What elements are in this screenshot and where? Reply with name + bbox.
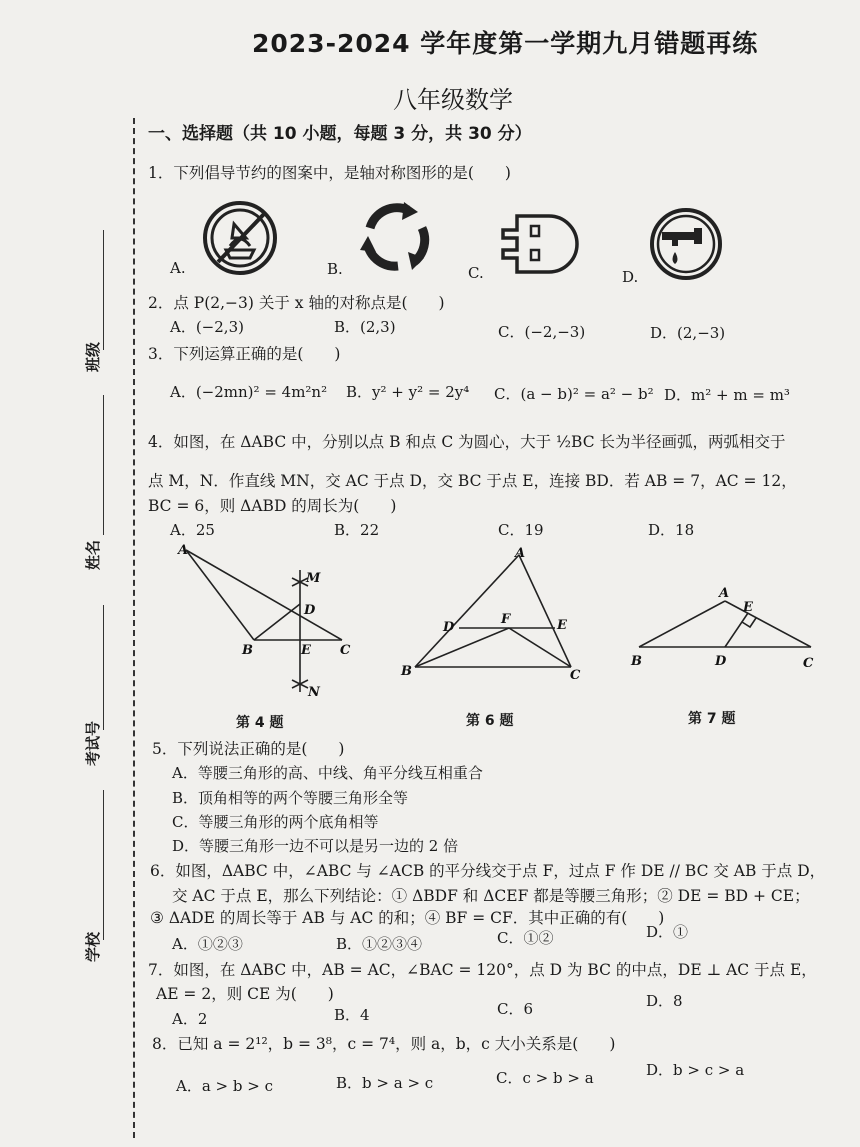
recycle-arrows-icon bbox=[356, 198, 436, 278]
name-label: 姓名 bbox=[84, 539, 102, 570]
fig4-label-m: M bbox=[306, 571, 321, 586]
fig7-label-a: A bbox=[719, 586, 730, 601]
q5-option-d: D．等腰三角形一边不可以是另一边的 2 倍 bbox=[172, 837, 459, 855]
fig7-label-b: B bbox=[631, 654, 642, 669]
q4-option-c: C．19 bbox=[498, 521, 544, 539]
figure-6-caption: 第 6 题 bbox=[466, 713, 514, 729]
question-7-line-2: AE = 2，则 CE 为( ) bbox=[156, 985, 334, 1003]
figure-7-caption: 第 7 题 bbox=[688, 711, 736, 727]
exam-no-blank bbox=[103, 605, 104, 730]
q3-option-b: B．y² + y² = 2y⁴ bbox=[346, 383, 470, 401]
q4-option-b: B．22 bbox=[334, 521, 380, 539]
exam-title: 2023-2024 学年度第一学期九月错题再练 bbox=[252, 29, 759, 58]
q5-option-a: A．等腰三角形的高、中线、角平分线互相重合 bbox=[172, 764, 483, 782]
q6-option-b: B．①②③④ bbox=[336, 935, 423, 953]
figure-6 bbox=[395, 545, 585, 685]
fig4-label-e: E bbox=[301, 643, 311, 658]
fig7-label-e: E bbox=[743, 600, 753, 615]
question-4-line-1: 4．如图，在 ΔABC 中，分别以点 B 和点 C 为圆心，大于 ½BC 长为半径画弧，两弧相交于 bbox=[148, 433, 786, 451]
figure-4 bbox=[170, 540, 370, 710]
fig6-label-b: B bbox=[401, 664, 412, 679]
q2-option-a: A．(−2,3) bbox=[170, 318, 244, 336]
school-label: 学校 bbox=[84, 931, 102, 962]
question-1: 1．下列倡导节约的图案中，是轴对称图形的是( ) bbox=[148, 164, 511, 182]
q1-option-d: D. bbox=[622, 268, 639, 286]
q2-option-d: D．(2,−3) bbox=[650, 324, 726, 342]
question-5: 5．下列说法正确的是( ) bbox=[152, 740, 345, 758]
question-4-line-3: BC = 6，则 ΔABD 的周长为( ) bbox=[148, 497, 397, 515]
class-blank bbox=[103, 230, 104, 350]
question-6-line-3: ③ ΔADE 的周长等于 AB 与 AC 的和；④ BF = CF．其中正确的有( ) bbox=[150, 909, 665, 927]
exam-no-label: 考试号 bbox=[84, 720, 102, 766]
question-6-line-1: 6．如图，ΔABC 中，∠ABC 与 ∠ACB 的平分线交于点 F，过点 F 作 DE // BC 交 AB 于点 D， bbox=[150, 862, 826, 880]
fig6-label-f: F bbox=[501, 612, 511, 627]
q8-option-c: C．c > b > a bbox=[496, 1069, 594, 1087]
q4-option-a: A．25 bbox=[170, 521, 215, 539]
q7-option-b: B．4 bbox=[334, 1006, 370, 1024]
section-heading: 一、选择题（共 10 小题，每题 3 分，共 30 分） bbox=[148, 124, 532, 144]
q6-option-a: A．①②③ bbox=[172, 935, 243, 953]
name-blank bbox=[103, 395, 104, 535]
fig6-label-d: D bbox=[443, 620, 455, 635]
q6-option-d: D．① bbox=[646, 923, 689, 941]
fig6-label-a: A bbox=[515, 546, 526, 561]
question-8: 8．已知 a = 2¹²，b = 3⁸，c = 7⁴，则 a，b，c 大小关系是( ) bbox=[152, 1035, 616, 1053]
fig6-label-c: C bbox=[570, 668, 581, 683]
q2-option-c: C．(−2,−3) bbox=[498, 323, 586, 341]
fig7-label-c: C bbox=[803, 656, 814, 671]
q3-option-a: A．(−2mn)² = 4m²n² bbox=[170, 383, 328, 401]
fig4-label-d: D bbox=[304, 603, 316, 618]
fig4-label-a: A bbox=[178, 543, 189, 558]
q5-option-b: B．顶角相等的两个等腰三角形全等 bbox=[172, 789, 409, 807]
saving-emblem-a-icon bbox=[200, 198, 280, 278]
exam-subtitle: 八年级数学 bbox=[393, 86, 513, 114]
fig4-label-b: B bbox=[242, 643, 253, 658]
q4-option-d: D．18 bbox=[648, 521, 695, 539]
question-7-line-1: 7．如图，在 ΔABC 中，AB = AC，∠BAC = 120°，点 D 为 BC 的中点，DE ⊥ AC 于点 E， bbox=[148, 961, 817, 979]
q3-option-d: D．m² + m = m³ bbox=[664, 386, 790, 404]
q7-option-d: D．8 bbox=[646, 992, 683, 1010]
q2-option-b: B．(2,3) bbox=[334, 318, 396, 336]
q6-option-c: C．①② bbox=[497, 929, 554, 947]
class-label: 班级 bbox=[84, 341, 102, 372]
question-6-line-2: 交 AC 于点 E，那么下列结论：① ΔBDF 和 ΔCEF 都是等腰三角形；② DE = BD + CE； bbox=[172, 887, 810, 905]
q5-option-c: C．等腰三角形的两个底角相等 bbox=[172, 813, 379, 831]
question-2: 2．点 P(2,−3) 关于 x 轴的对称点是( ) bbox=[148, 294, 445, 312]
fig4-label-n: N bbox=[308, 685, 320, 700]
figure-7 bbox=[625, 585, 825, 675]
power-plug-icon bbox=[495, 210, 585, 278]
q1-option-a: A. bbox=[170, 259, 186, 277]
question-3: 3．下列运算正确的是( ) bbox=[148, 345, 341, 363]
q3-option-c: C．(a − b)² = a² − b² bbox=[494, 385, 654, 403]
figure-4-caption: 第 4 题 bbox=[236, 715, 284, 731]
school-blank bbox=[103, 790, 104, 940]
binding-line bbox=[133, 118, 135, 1138]
q8-option-d: D．b > c > a bbox=[646, 1061, 745, 1079]
fig4-label-c: C bbox=[340, 643, 351, 658]
q7-option-c: C．6 bbox=[497, 1000, 534, 1018]
q8-option-a: A．a > b > c bbox=[176, 1077, 273, 1095]
q1-option-c: C. bbox=[468, 264, 484, 282]
fig7-label-d: D bbox=[715, 654, 727, 669]
water-tap-icon bbox=[648, 206, 724, 282]
q7-option-a: A．2 bbox=[172, 1010, 208, 1028]
q8-option-b: B．b > a > c bbox=[336, 1074, 434, 1092]
q1-option-b: B. bbox=[327, 260, 343, 278]
question-4-line-2: 点 M，N．作直线 MN，交 AC 于点 D，交 BC 于点 E，连接 BD．若 AB = 7，AC = 12， bbox=[148, 472, 797, 490]
fig6-label-e: E bbox=[557, 618, 567, 633]
